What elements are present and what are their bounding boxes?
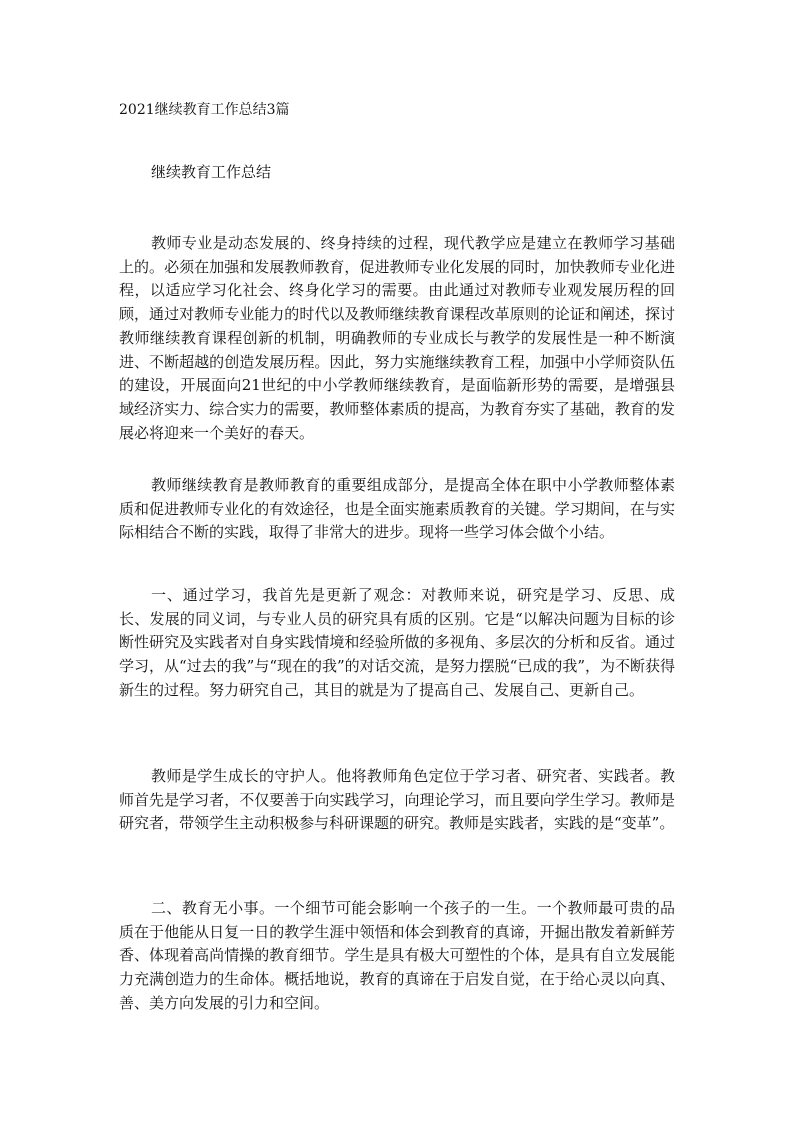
section-title: 继续教育工作总结 — [151, 163, 272, 181]
paragraph: 教师专业是动态发展的、终身持续的过程，现代教学应是建立在教师学习基础上的。必须在加强和发展教师教育，促进教师专业化发展的同时，加快教师专业化进程，以适应学习化社会、终身化学习的需要。由此通过对教师专业观发展历程的回顾，通过对教师专业能力的时代以及教师继续教育课程改革原则的论证和阐述，探讨教师继续教育课程创新的机制，明确教师的专业成长与教学的发展性是一种不断演进、不断超越的创造发展历程。因此，努力实施继续教育工程，加强中小学师资队伍的建设，开展面向21世纪的中小学教师继续教育，是面临新形势的需要，是增强县域经济实力、综合实力的需要，教师整体素质的提高，为教育夯实了基础，教育的发展必将迎来一个美好的春天。 — [119, 234, 675, 442]
document-title: 2021继续教育工作总结3篇 — [119, 102, 290, 118]
paragraph: 一、通过学习，我首先是更新了观念：对教师来说，研究是学习、反思、成长、发展的同义词，与专业人员的研究具有质的区别。它是“以解决问题为目标的诊断性研究及实践者对自身实践情境和经验所做的多视角、多层次的分析和反省。通过学习，从“过去的我”与“现在的我”的对话交流，是努力摆脱“已成的我”，为不断获得新生的过程。努力研究自己，其目的就是为了提高自己、发展自己、更新自己。 — [119, 586, 676, 699]
paragraph: 教师继续教育是教师教育的重要组成部分，是提高全体在职中小学教师整体素质和促进教师专业化的有效途径，也是全面实施素质教育的关键。学习期间，在与实际相结合不断的实践，取得了非常大的进步。现将一些学习体会做个小结。 — [119, 476, 675, 542]
paragraph: 教师是学生成长的守护人。他将教师角色定位于学习者、研究者、实践者。教师首先是学习者，不仅要善于向实践学习，向理论学习，而且要向学生学习。教师是研究者，带领学生主动积极参与科研课题的研究。教师是实践者，实践的是“变革”。 — [119, 767, 675, 833]
paragraph: 二、教育无小事。一个细节可能会影响一个孩子的一生。一个教师最可贵的品质在于他能从日复一日的教学生涯中领悟和体会到教育的真谛，开掘出散发着新鲜芳香、体现着高尚情操的教育细节。学生是具有极大可塑性的个体，是具有自立发展能力充满创造力的生命体。概括地说，教育的真谛在于启发自觉，在于给心灵以向真、善、美方向发展的引力和空间。 — [119, 899, 675, 1012]
